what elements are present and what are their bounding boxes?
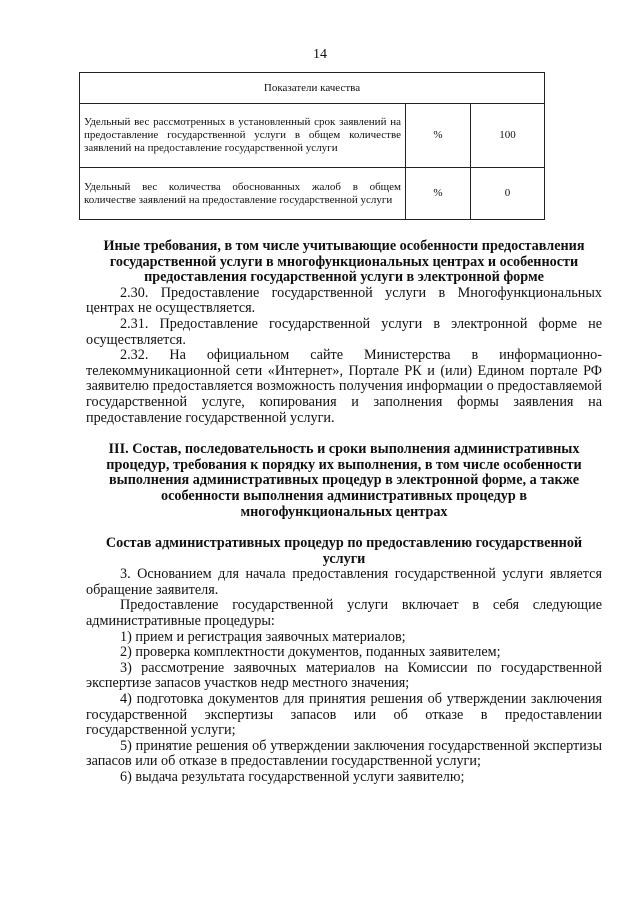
list-item: 3) рассмотрение заявочных материалов на Комиссии по государственной экспертизе запасов участков недр местного значения; bbox=[86, 659, 602, 692]
paragraph-3: 3. Основанием для начала предоставления государственной услуги является обращение заявителя. bbox=[86, 566, 602, 598]
list-item: 5) принятие решения об утверждении заключения государственной экспертизы запасов или об отказе в предоставлении государственной услуги; bbox=[86, 737, 602, 770]
list-item: 4) подготовка документов для принятия решения об утверждении заключения государственной экспертизы запасов или об отказе в предоставлении государственной услуги; bbox=[86, 691, 602, 739]
paragraph-2-32: 2.32. На официальном сайте Министерства в информационно-телекоммуникационной сети «Интернет», Портале РК и (или) Едином портале РФ заявителю предоставляется возможность получения информации о предоставляемой государственной услуге, копирования и заполнения формы заявления на предоставление государственной услуги. bbox=[86, 347, 602, 426]
subsection-heading: Состав административных процедур по предоставлению государственной услуги bbox=[105, 535, 583, 567]
indicator-cell: Удельный вес количества обоснованных жалоб в общем количестве заявлений на предоставление государственной услуги bbox=[80, 168, 406, 220]
list-item: 2) проверка комплектности документов, поданных заявителем; bbox=[120, 644, 501, 661]
quality-indicators-table bbox=[79, 72, 545, 220]
value-cell: 100 bbox=[471, 104, 545, 168]
unit-cell: % bbox=[406, 168, 471, 220]
table-row bbox=[80, 168, 545, 220]
paragraph-procedures-intro: Предоставление государственной услуги включает в себя следующие административные процедуры: bbox=[86, 597, 602, 630]
table-row bbox=[80, 104, 545, 168]
paragraph-2-30: 2.30. Предоставление государственной услуги в Многофункциональных центрах не осуществляется. bbox=[86, 284, 602, 317]
value-cell: 0 bbox=[471, 168, 545, 220]
section-heading-other-requirements: Иные требования, в том числе учитывающие особенности предоставления государственной услуги в многофункциональных центрах и особенности предоставления государственной услуги в электронной форме bbox=[103, 238, 585, 286]
page-number: 14 bbox=[313, 47, 327, 62]
unit-cell: % bbox=[406, 104, 471, 168]
indicator-cell: Удельный вес рассмотренных в установленный срок заявлений на предоставление государственной услуги в общем количестве заявлений на предоставление государственной услуги bbox=[80, 104, 406, 168]
document-body bbox=[86, 239, 602, 786]
list-item: 1) прием и регистрация заявочных материалов; bbox=[120, 628, 406, 645]
paragraph-2-31: 2.31. Предоставление государственной услуги в электронной форме не осуществляется. bbox=[86, 315, 602, 348]
section-heading-iii: III. Состав, последовательность и сроки выполнения административных процедур, требования к порядку их выполнения, в том числе особенности выполнения административных процедур в электронной форме, а также особенности выполнения административных процедур в многофункциональных центрах bbox=[106, 441, 582, 520]
table-header-row bbox=[80, 73, 545, 104]
table-header: Показатели качества bbox=[80, 73, 545, 104]
list-item: 6) выдача результата государственной услуги заявителю; bbox=[120, 769, 465, 785]
